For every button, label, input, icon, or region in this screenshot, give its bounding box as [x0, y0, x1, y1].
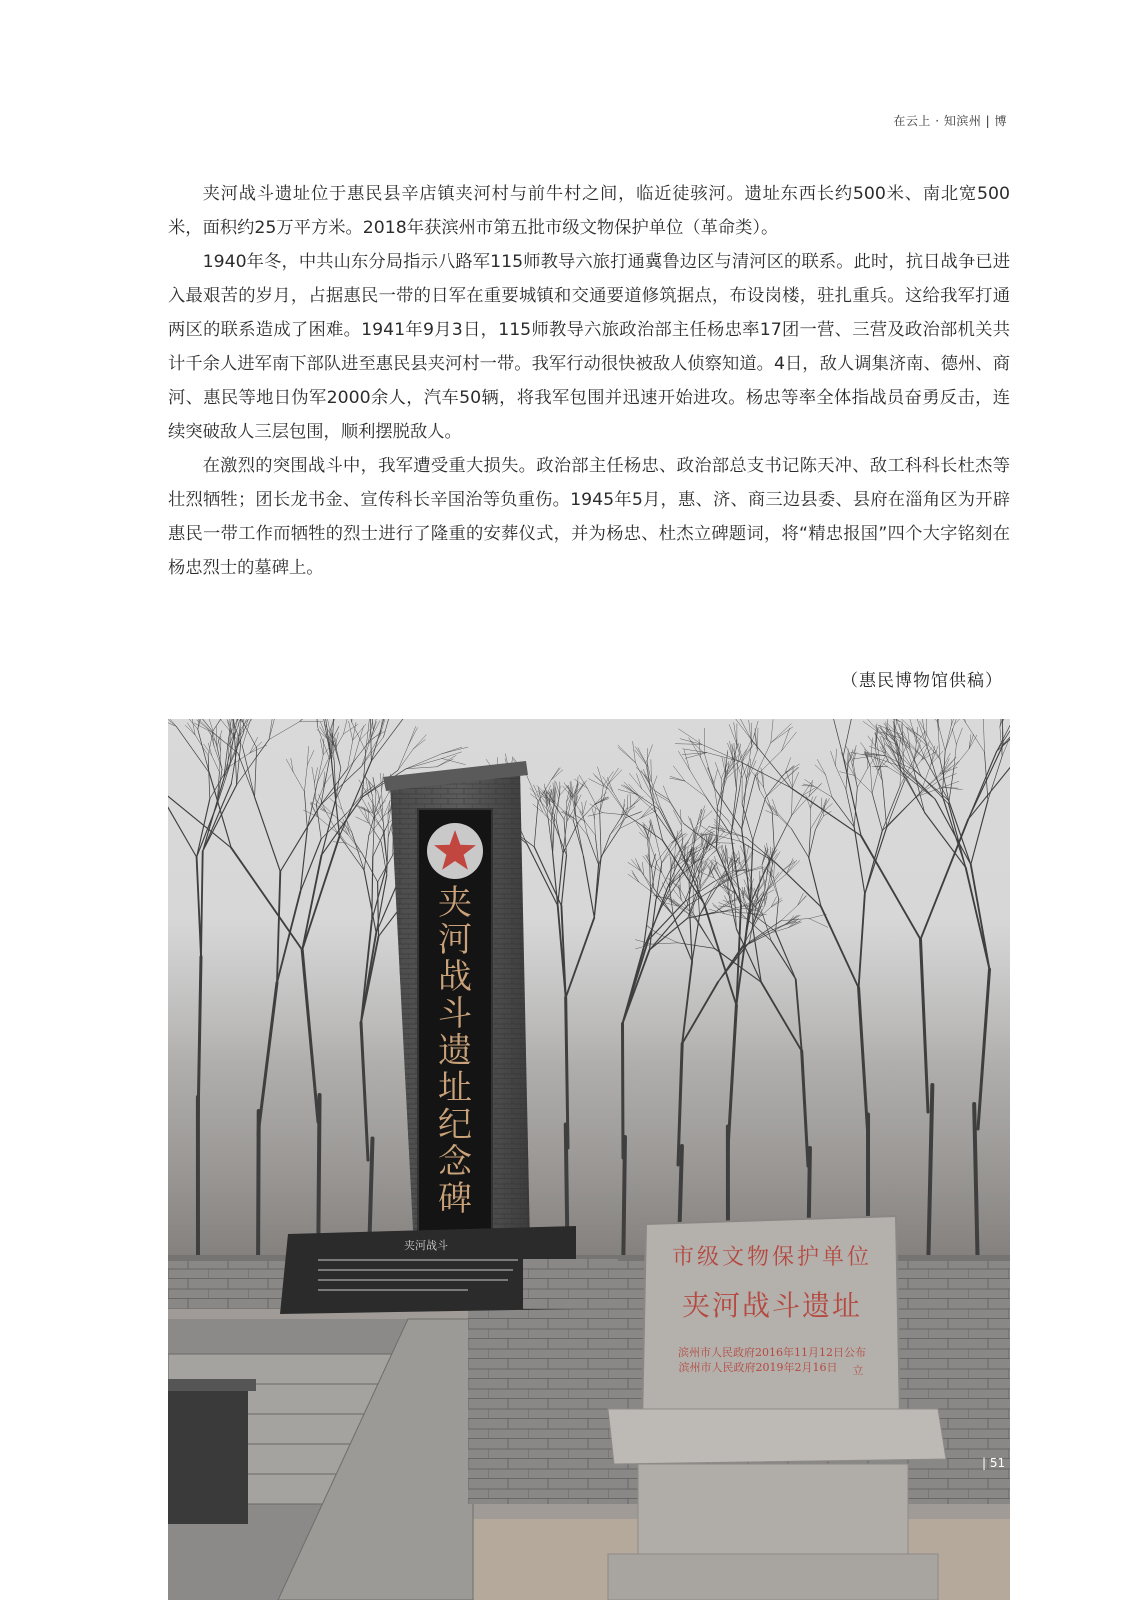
paragraph-site-description: 夹河战斗遗址位于惠民县辛店镇夹河村与前牛村之间，临近徒骇河。遗址东西长约500米、南北宽500米，面积约25万平方米。2018年获滨州市第五批市级文物保护单位（革命类）。: [168, 184, 1010, 238]
sign-heading: 市级文物保护单位: [671, 1245, 873, 1270]
sign-erected-line: 滨州市人民政府2019年2月16日: [678, 1361, 838, 1374]
source-credit: （惠民博物馆供稿）: [841, 671, 1003, 691]
monument-character: 河: [438, 920, 472, 960]
article-body: [168, 177, 1010, 585]
sign-erected-suffix: 立: [852, 1364, 864, 1377]
page-number: | 51 |: [982, 1456, 1013, 1470]
sign-title: 夹河战斗遗址: [681, 1289, 863, 1322]
monument-character: 念: [438, 1142, 472, 1182]
monument-character: 纪: [438, 1105, 472, 1145]
paragraph-battle-aftermath: 在激烈的突围战斗中，我军遭受重大损失。政治部主任杨忠、政治部总支书记陈天冲、敌工科科长杜杰等壮烈牺牲；团长龙书金、宣传科长辛国治等负重伤。1945年5月，惠、济、商三边县委、县府在淄角区为开辟惠民一带工作而牺牲的烈士进行了隆重的安葬仪式，并为杨忠、杜杰立碑题词，将“精忠报国”四个大字铭刻在杨忠烈士的墓碑上。: [168, 456, 1010, 578]
monument-character: 遗: [438, 1031, 472, 1071]
monument-character: 碑: [438, 1179, 472, 1219]
monument-character: 夹: [438, 883, 472, 923]
monument-photo: [168, 719, 1010, 1600]
tablet-title: 夹河战斗: [404, 1239, 448, 1252]
paragraph-battle-background: 1940年冬，中共山东分局指示八路军115师教导六旅打通冀鲁边区与清河区的联系。此时，抗日战争已进入最艰苦的岁月，占据惠民一带的日军在重要城镇和交通要道修筑据点，布设岗楼，驻扎重兵。这给我军打通两区的联系造成了困难。1941年9月3日，115师教导六旅政治部主任杨忠率17团一营、三营及政治部机关共计千余人进军南下部队进至惠民县夹河村一带。我军行动很快被敌人侦察知道。4日，敌人调集济南、德州、商河、惠民等地日伪军2000余人，汽车50辆，将我军包围并迅速开始进攻。杨忠等率全体指战员奋勇反击，连续突破敌人三层包围，顺利摆脱敌人。: [168, 252, 1010, 442]
monument-character: 斗: [438, 994, 472, 1034]
running-header: 在云上 · 知滨州 | 博: [893, 114, 1007, 128]
monument-character: 址: [438, 1068, 472, 1108]
sign-proclamation-line: 滨州市人民政府2016年11月12日公布: [678, 1346, 866, 1359]
monument-character: 战: [438, 957, 472, 997]
monument-illustration: [168, 719, 1010, 1600]
